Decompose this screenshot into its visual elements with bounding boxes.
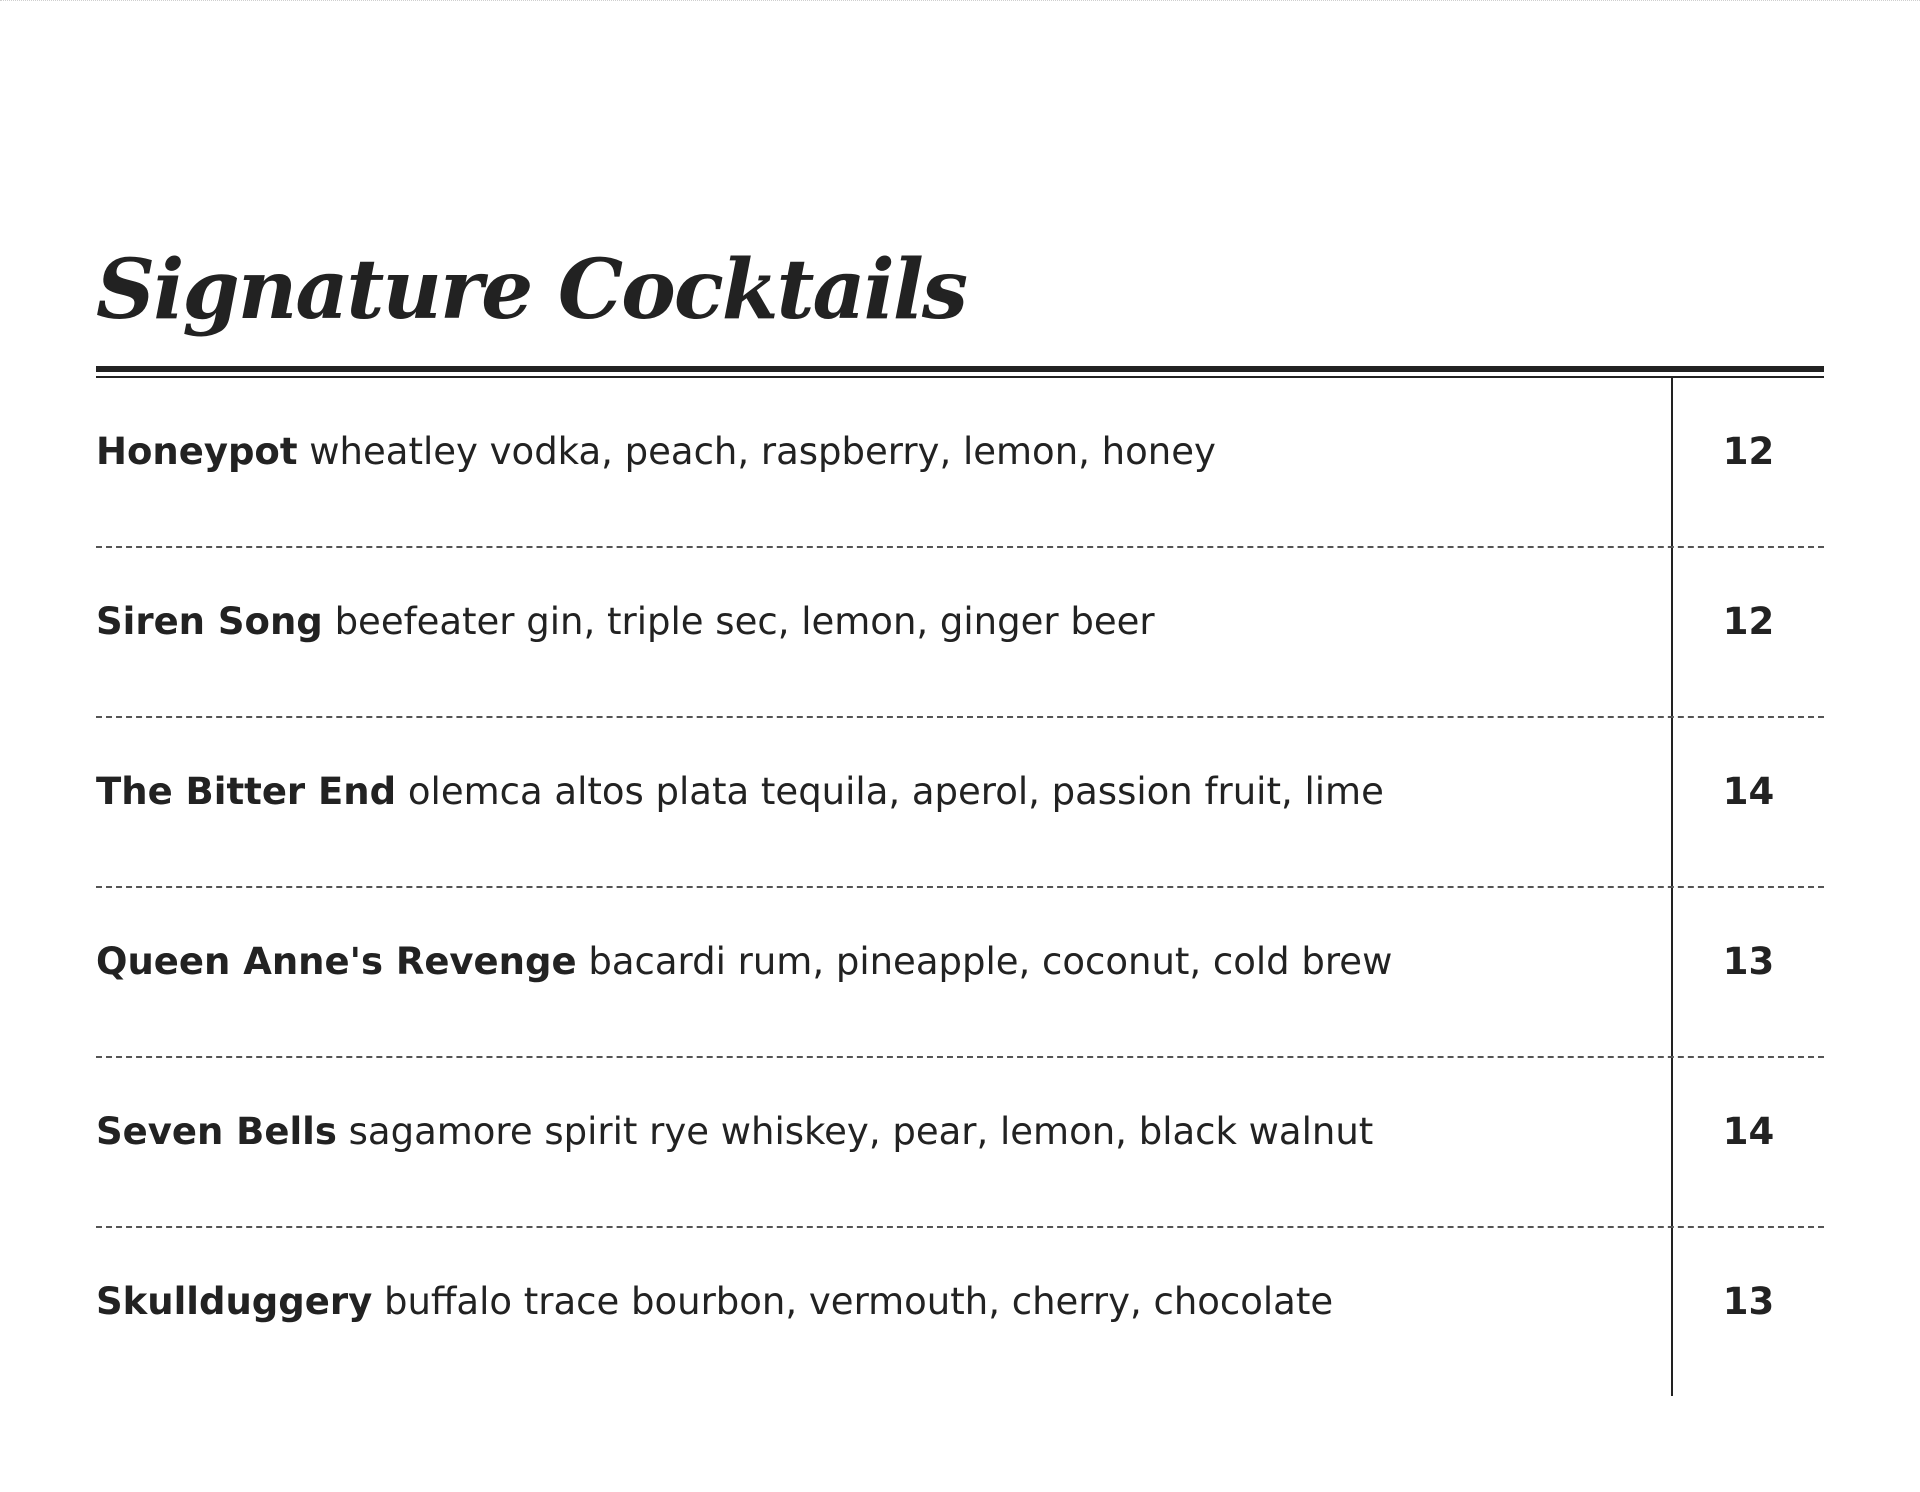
page-top-edge: [0, 0, 1920, 1]
cocktail-name: Honeypot: [96, 430, 298, 473]
cocktail-name: Siren Song: [96, 600, 323, 643]
cocktail-name: The Bitter End: [96, 770, 397, 813]
cocktail-price: 14: [1722, 770, 1775, 813]
cocktail-menu: [96, 240, 1824, 1323]
menu-item: [96, 1058, 1824, 1228]
cocktail-description: bacardi rum, pineapple, coconut, cold brew: [588, 940, 1393, 983]
menu-items: [96, 378, 1824, 1398]
cocktail-price: 12: [1722, 430, 1775, 473]
cocktail-price: 12: [1722, 600, 1775, 643]
title-rule-thick: [96, 366, 1824, 372]
cocktail-name: Queen Anne's Revenge: [96, 940, 577, 983]
menu-item: [96, 718, 1824, 888]
cocktail-description: beefeater gin, triple sec, lemon, ginger beer: [334, 600, 1155, 643]
cocktail-description: sagamore spirit rye whiskey, pear, lemon, black walnut: [348, 1110, 1374, 1153]
cocktail-description: olemca altos plata tequila, aperol, passion fruit, lime: [407, 770, 1384, 813]
cocktail-description: buffalo trace bourbon, vermouth, cherry, chocolate: [383, 1280, 1334, 1323]
cocktail-price: 13: [1722, 940, 1775, 983]
cocktail-price: 13: [1722, 1280, 1775, 1323]
menu-item: [96, 888, 1824, 1058]
menu-item: [96, 548, 1824, 718]
cocktail-name: Seven Bells: [96, 1110, 337, 1153]
cocktail-price: 14: [1722, 1110, 1775, 1153]
cocktail-name: Skullduggery: [96, 1280, 373, 1323]
cocktail-description: wheatley vodka, peach, raspberry, lemon, honey: [309, 430, 1216, 473]
menu-item: [96, 1228, 1824, 1398]
menu-title: Signature Cocktails: [96, 242, 967, 338]
menu-item: [96, 378, 1824, 548]
